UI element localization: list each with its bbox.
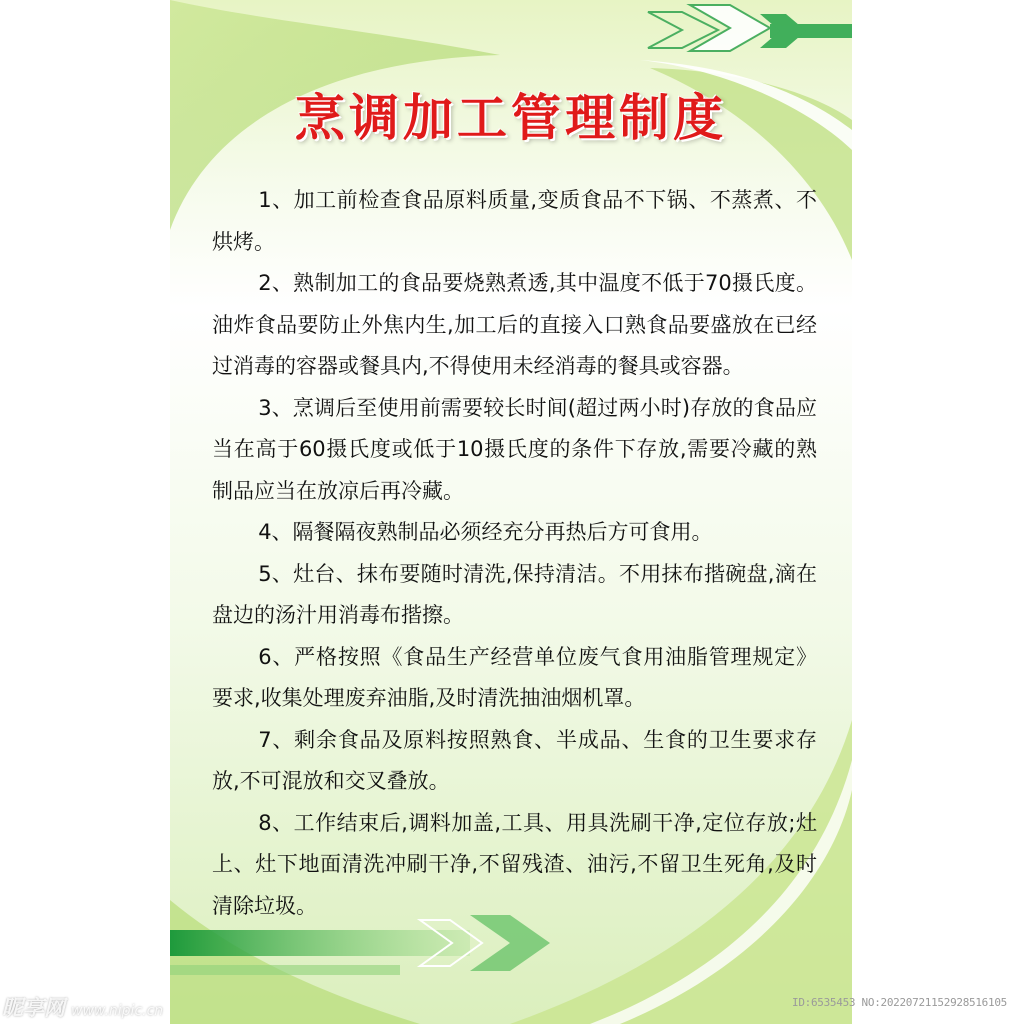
rules-body: [212, 180, 817, 927]
image-id-watermark: ID:6535453 NO:20220721152928516105: [792, 996, 1007, 1009]
rule-paragraph: 3、烹调后至使用前需要较长时间(超过两小时)存放的食品应当在高于60摄氏度或低于10摄氏度的条件下存放,需要冷藏的熟制品应当在放凉后再冷藏。: [212, 395, 817, 503]
rule-paragraph: 2、熟制加工的食品要烧熟煮透,其中温度不低于70摄氏度。油炸食品要防止外焦内生,加工后的直接入口熟食品要盛放在已经过消毒的容器或餐具内,不得使用未经消毒的餐具或容器。: [212, 271, 817, 378]
rule-paragraph: 4、隔餐隔夜熟制品必须经充分再热后方可食用。: [258, 520, 713, 544]
rule-paragraph: 6、严格按照《食品生产经营单位废气食用油脂管理规定》要求,收集处理废弃油脂,及时清洗抽油烟机罩。: [212, 644, 817, 710]
site-watermark: [2, 992, 163, 1022]
rule-paragraph: 5、灶台、抹布要随时清洗,保持清洁。不用抹布揩碗盘,滴在盘边的汤汁用消毒布揩擦。: [212, 561, 817, 627]
rule-paragraph: 1、加工前检查食品原料质量,变质食品不下锅、不蒸煮、不烘烤。: [212, 188, 817, 254]
rule-paragraph: 7、剩余食品及原料按照熟食、半成品、生食的卫生要求存放,不可混放和交叉叠放。: [212, 727, 817, 793]
site-name: 昵享网: [2, 996, 65, 1020]
poster: [170, 0, 852, 1024]
site-url: www.nipic.cn: [71, 1003, 164, 1019]
rule-paragraph: 8、工作结束后,调料加盖,工具、用具洗刷干净,定位存放;灶上、灶下地面清洗冲刷干净,不留残渣、油污,不留卫生死角,及时清除垃圾。: [212, 810, 817, 918]
top-arrows: [648, 5, 852, 51]
poster-title: 烹调加工管理制度: [295, 89, 727, 147]
